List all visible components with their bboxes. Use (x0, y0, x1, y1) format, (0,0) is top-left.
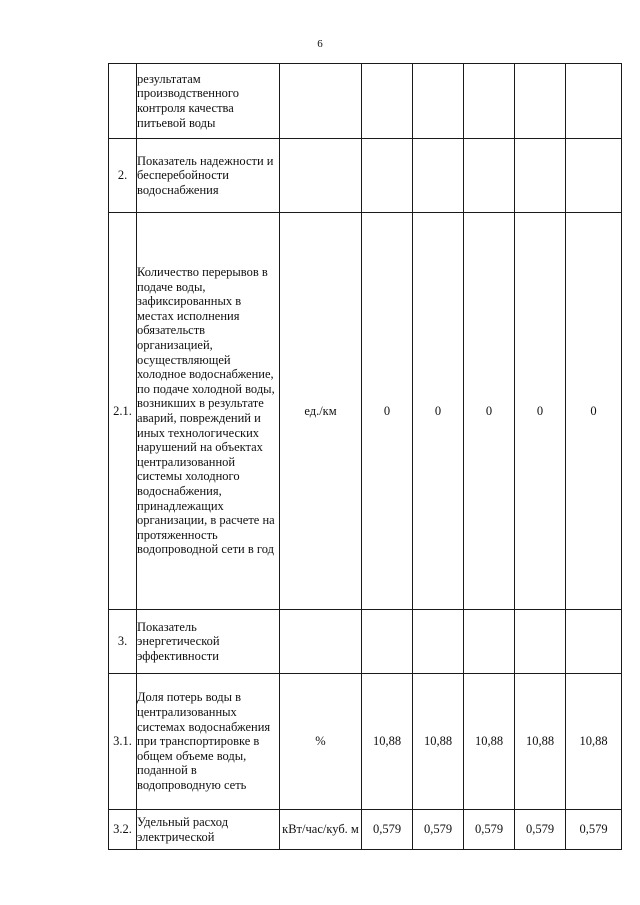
value-cell (515, 64, 566, 139)
unit-cell (280, 139, 362, 213)
table-row (109, 64, 622, 139)
value-cell (362, 64, 413, 139)
row-number: 3. (109, 610, 137, 674)
value-cell: 0 (515, 213, 566, 610)
indicators-table (108, 63, 622, 850)
value-cell (464, 139, 515, 213)
value-cell (566, 610, 622, 674)
value-cell: 0,579 (413, 810, 464, 850)
value-cell (566, 139, 622, 213)
indicator-name: Количество перерывов в подаче воды, зафиксированных в местах исполнения обязательств организацией, осуществляющей холодное водоснабжение, по подаче холодной воды, возникших в результате аварий, повреждений и иных технологических нарушений на объектах централизованной системы холодного водоснабжения, принадлежащих организации, в расчете на протяженность водопроводной сети в год (137, 213, 280, 610)
unit-cell (280, 64, 362, 139)
value-cell: 10,88 (362, 674, 413, 810)
value-cell: 10,88 (515, 674, 566, 810)
value-cell (566, 64, 622, 139)
indicator-name: результатам производственного контроля качества питьевой воды (137, 64, 280, 139)
unit-cell: ед./км (280, 213, 362, 610)
value-cell (515, 610, 566, 674)
value-cell (515, 139, 566, 213)
table-row (109, 674, 622, 810)
value-cell: 0 (464, 213, 515, 610)
table-row (109, 810, 622, 850)
page-number: 6 (317, 38, 323, 50)
row-number: 2. (109, 139, 137, 213)
value-cell: 10,88 (566, 674, 622, 810)
value-cell: 10,88 (464, 674, 515, 810)
table-row (109, 213, 622, 610)
value-cell (464, 64, 515, 139)
row-number: 2.1. (109, 213, 137, 610)
indicator-name: Доля потерь воды в централизованных системах водоснабжения при транспортировке в общем объеме воды, поданной в водопроводную сеть (137, 674, 280, 810)
value-cell: 0 (362, 213, 413, 610)
value-cell (413, 610, 464, 674)
unit-cell: кВт/час/куб. м (280, 810, 362, 850)
indicator-name: Показатель энергетической эффективности (137, 610, 280, 674)
value-cell: 0,579 (362, 810, 413, 850)
value-cell: 0,579 (566, 810, 622, 850)
value-cell: 0 (413, 213, 464, 610)
table-row (109, 610, 622, 674)
value-cell (362, 610, 413, 674)
value-cell (464, 610, 515, 674)
row-number (109, 64, 137, 139)
value-cell: 0,579 (464, 810, 515, 850)
unit-cell: % (280, 674, 362, 810)
table-row (109, 139, 622, 213)
value-cell (362, 139, 413, 213)
indicator-name: Удельный расход электрической (137, 810, 280, 850)
value-cell: 0,579 (515, 810, 566, 850)
value-cell: 10,88 (413, 674, 464, 810)
unit-cell (280, 610, 362, 674)
indicator-name: Показатель надежности и бесперебойности водоснабжения (137, 139, 280, 213)
value-cell (413, 139, 464, 213)
row-number: 3.1. (109, 674, 137, 810)
value-cell (413, 64, 464, 139)
value-cell: 0 (566, 213, 622, 610)
row-number: 3.2. (109, 810, 137, 850)
